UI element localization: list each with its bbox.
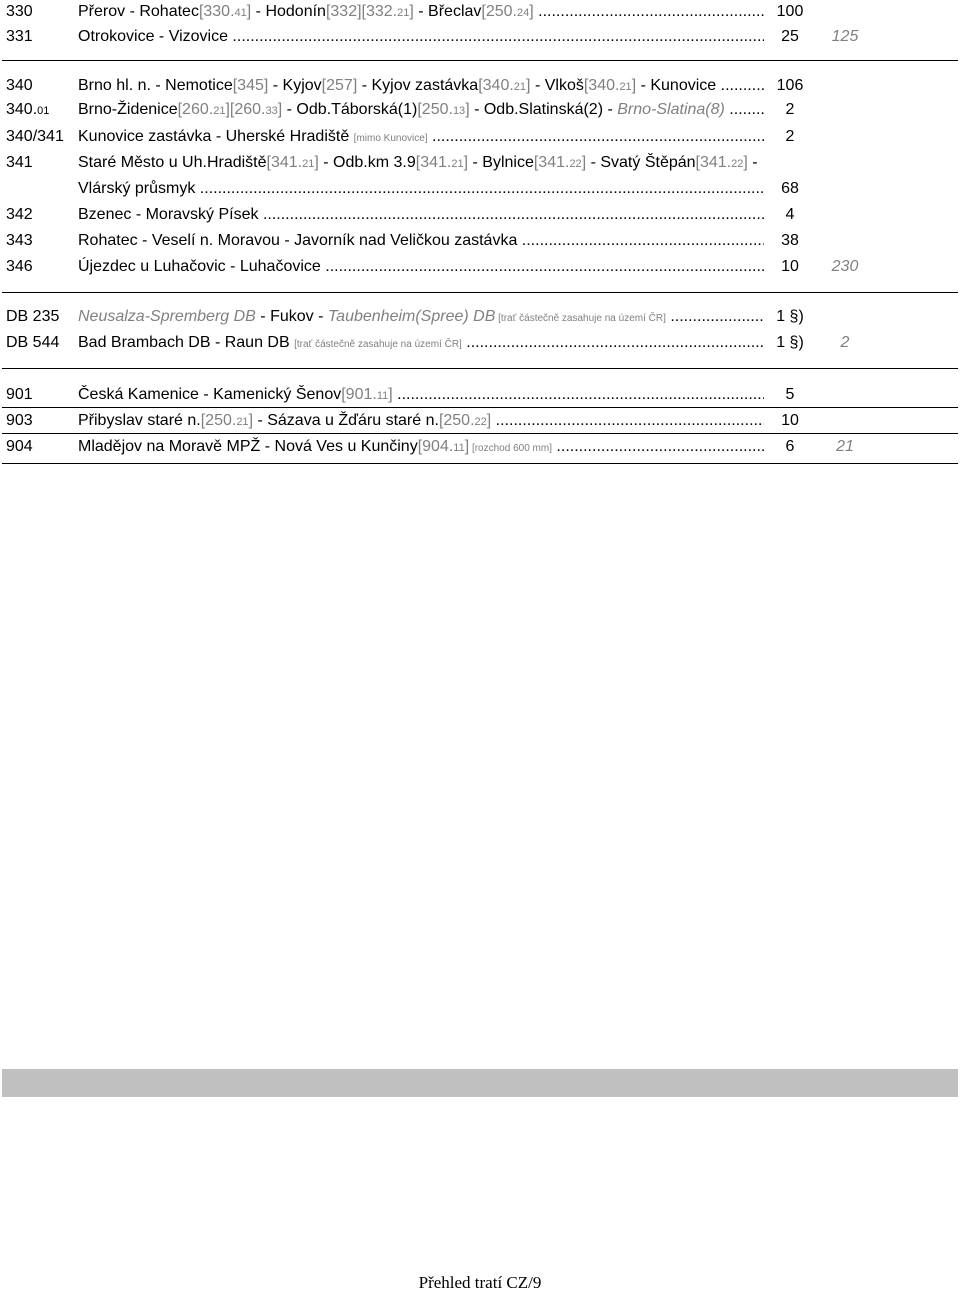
description-fragment: [330. [198,3,235,20]
description-fragment: 21 [513,81,527,93]
table-row [0,409,960,433]
track-number: 340 [6,77,33,94]
track-description [78,125,764,151]
subtotal: 125 [831,28,859,45]
track-length: 6 [785,438,795,455]
track-number: 903 [6,412,33,429]
track-length: 106 [776,77,804,94]
track-number: 340.01 [6,101,50,118]
track-length: 5 [785,386,795,403]
table-row [0,74,960,98]
description-fragment: - Bylnice [468,154,534,171]
description-fragment: 24 [517,7,530,19]
track-number: 340/341 [6,128,64,145]
table-row [0,98,960,122]
description-fragment: Přerov - Rohatec [78,3,199,20]
table-row [0,435,960,459]
description-fragment: [250. [438,412,475,429]
description-fragment: [250. [481,3,517,20]
description-fragment: 11 [453,442,465,454]
track-length: 68 [781,180,799,197]
description-fragment: ] [409,3,414,20]
description-fragment: 11 [376,390,389,402]
description-fragment: Vlárský průsmyk [78,180,196,197]
description-fragment: [trať částečně zasahuje na území ČR] [495,313,666,324]
description-fragment: Staré Město u Uh.Hradiště [78,154,267,171]
table-row [0,177,960,201]
description-fragment: [904. [417,438,454,455]
description-fragment: [341. [415,154,452,171]
description-fragment: ] [743,154,748,171]
row-divider [2,433,958,434]
description-fragment: 33 [265,105,278,117]
description-fragment: 21 [236,416,249,428]
table-row [0,25,960,49]
track-description [78,305,764,331]
track-description [78,177,764,201]
description-fragment: [250. [417,101,453,118]
description-fragment: Česká Kamenice - Kamenický Šenov [78,386,342,403]
description-fragment: 21 [213,105,226,117]
description-fragment: Neusalza-Spremberg DB [78,308,256,325]
description-fragment: ] [581,154,587,171]
track-number: DB 235 [6,308,60,325]
track-description [78,25,764,49]
description-fragment: Rohatec - Veselí n. Moravou - Javorník nad Veličkou zastávka [78,232,518,249]
track-length: 2 [785,128,795,145]
description-fragment: Mladějov na Moravě MPŽ - Nová Ves u Kunčiny [78,438,418,455]
description-fragment: ] [486,412,492,429]
description-fragment: 13 [452,105,466,117]
row-divider [2,292,958,293]
track-description [78,0,764,25]
description-fragment: ] [529,3,534,20]
description-fragment: ] [463,154,469,171]
track-number: 341 [6,154,33,171]
description-fragment: [260. [177,101,214,118]
row-divider [2,368,958,369]
description-fragment: - Kyjov zastávka [357,77,479,94]
table-row [0,151,960,175]
track-length: 10 [781,412,799,429]
table-row [0,255,960,279]
description-fragment: Kunovice zastávka - Uherské Hradiště [78,128,354,145]
description-fragment: Újezdec u Luhačovic - Luhačovice [78,258,321,275]
description-fragment: - Sázava u Žďáru staré n. [253,412,439,429]
track-description [78,203,764,227]
table-row [0,125,960,149]
description-fragment: 22 [731,158,744,170]
page-footer: Přehled tratí CZ/9 [418,1273,542,1292]
description-fragment: - Vlkoš [530,77,584,94]
description-fragment: [332][332. [325,3,398,20]
description-fragment: 22 [569,158,582,170]
description-fragment: - Kyjov [268,77,322,94]
description-fragment: ][260. [225,101,266,118]
description-fragment: - Břeclav [413,3,482,20]
description-fragment: ] [631,77,637,94]
description-fragment: - Odb.Táborská(1) [282,101,418,118]
description-fragment: - Svatý Štěpán [586,154,696,171]
description-fragment: Bad Brambach DB - Raun DB [78,334,295,351]
track-length: 2 [785,101,795,118]
description-fragment: - [747,154,758,171]
description-fragment: Otrokovice - Vizovice [78,28,228,45]
track-description [78,229,764,253]
description-fragment: ] [246,3,252,20]
row-divider [2,60,958,61]
description-fragment: [341. [266,154,303,171]
description-fragment: - Hodonín [251,3,326,20]
track-description [78,74,764,99]
description-fragment: - Odb.km 3.9 [318,154,416,171]
track-description [78,409,764,434]
description-fragment: [250. [200,412,237,429]
track-description [78,151,764,176]
track-number: DB 544 [6,334,60,351]
description-fragment: [rozchod 600 mm] [469,443,552,454]
description-fragment: ] [465,101,470,118]
description-fragment: Přibyslav staré n. [78,412,201,429]
track-number: 343 [6,232,33,249]
description-fragment: [mimo Kunovice] [353,133,428,144]
description-fragment: 41 [234,7,247,19]
description-fragment: [trať částečně zasahuje na území ČR] [294,339,462,350]
description-fragment: 21 [619,81,632,93]
description-fragment: [901. [341,386,377,403]
subtotal: 21 [836,438,854,455]
track-length: 10 [781,258,799,275]
description-fragment: - Kunovice [636,77,717,94]
track-number: 904 [6,438,33,455]
description-fragment: [345] [232,77,269,94]
description-fragment: 22 [474,416,487,428]
track-length: 100 [776,3,804,20]
track-length: 4 [785,206,795,223]
subtotal: 2 [840,334,850,351]
track-number: 342 [6,206,33,223]
track-description [78,331,764,357]
table-row [0,305,960,329]
description-fragment: [340. [478,77,514,94]
table-row [0,229,960,253]
description-fragment: Brno hl. n. - Nemotice [78,77,233,94]
description-fragment: ] [464,438,470,455]
table-row [0,0,960,24]
track-number: 331 [6,28,33,45]
row-divider [2,463,958,464]
track-description [78,383,764,408]
description-fragment: Brno-Židenice [78,101,178,118]
description-fragment: ] [526,77,531,94]
description-fragment: 21 [397,7,410,19]
track-length: 25 [781,28,799,45]
description-fragment: ] [248,412,254,429]
track-length: 38 [781,232,799,249]
description-fragment: ] [277,101,283,118]
table-row [0,203,960,227]
description-fragment: [340. [583,77,620,94]
track-description [78,98,764,123]
description-fragment: 21 [302,158,315,170]
description-fragment: Bzenec - Moravský Písek [78,206,259,223]
subtotal: 230 [831,258,859,275]
description-fragment: Taubenheim(Spree) DB [327,308,496,325]
gray-band [2,1069,958,1097]
description-fragment: Brno-Slatina(8) [617,101,725,118]
track-number: 901 [6,386,33,403]
table-row [0,331,960,355]
description-fragment: ] [388,386,393,403]
track-number: 330 [6,3,33,20]
description-fragment: [257] [321,77,358,94]
track-number: 346 [6,258,33,275]
track-description [78,435,764,461]
description-fragment: - Fukov - [255,308,328,325]
description-fragment: ] [314,154,319,171]
description-fragment: - Odb.Slatinská(2) - [469,101,618,118]
row-divider [2,407,958,408]
track-length: 1 §) [776,334,804,351]
description-fragment: [341. [695,154,732,171]
table-row [0,383,960,407]
description-fragment: [341. [533,154,570,171]
track-length: 1 §) [776,308,804,325]
track-description [78,255,764,279]
description-fragment: 21 [451,158,464,170]
